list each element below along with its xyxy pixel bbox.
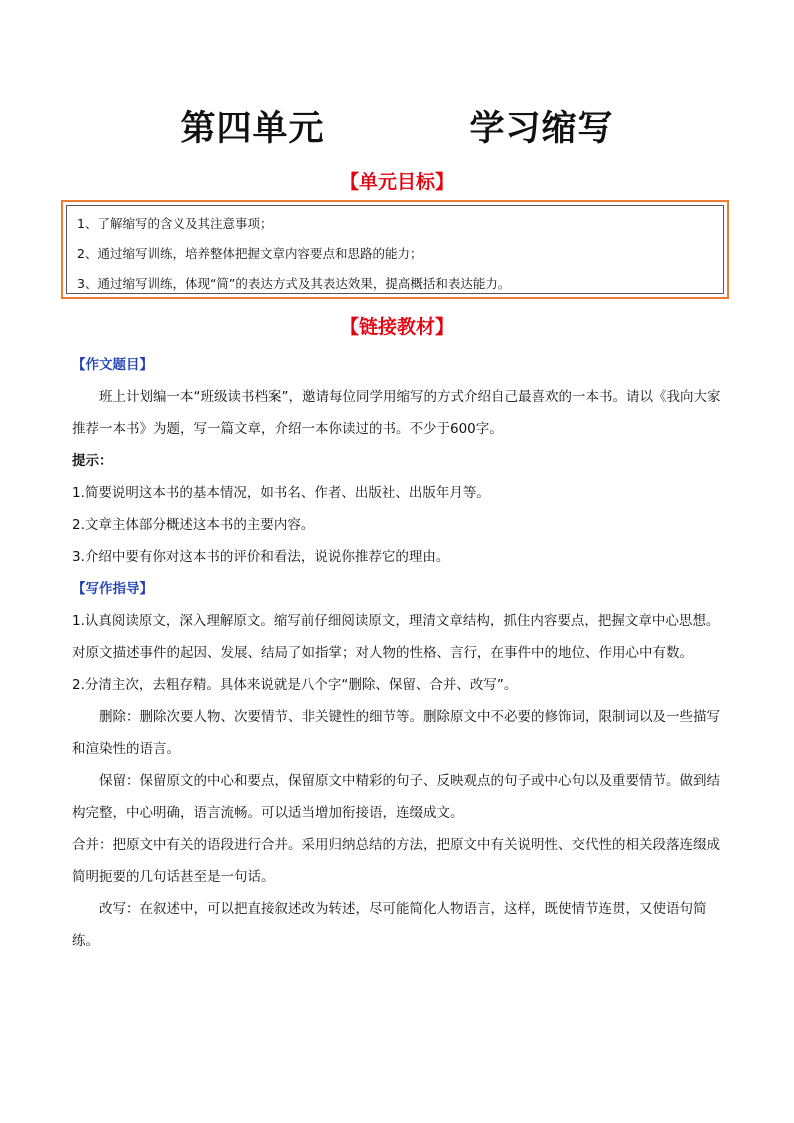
unit-goals-list <box>66 205 724 294</box>
essay-topic-text: 班上计划编一本“班级读书档案”，邀请每位同学用缩写的方式介绍自己最喜欢的一本书。请以《我向大家推荐一本书》为题，写一篇文章，介绍一本你读过的书。不少于600字。 <box>72 389 721 437</box>
page-title: 第四单元 学习缩写 <box>180 109 614 149</box>
writing-guide-label: 【写作指导】 <box>72 581 153 597</box>
unit-goals-box <box>61 200 729 299</box>
guide-paragraph-2: 2.分清主次，去粗存精。具体来说就是八个字“删除、保留、合并、改写”。 <box>72 677 518 693</box>
hint-item: 2.文章主体部分概述这本书的主要内容。 <box>72 517 315 533</box>
unit-goal-item: 3、通过缩写训练，体现“简”的表达方式及其表达效果，提高概括和表达能力。 <box>77 276 511 291</box>
hint-item: 3.介绍中要有你对这本书的评价和看法，说说你推荐它的理由。 <box>72 549 450 565</box>
guide-delete: 删除：删除次要人物、次要情节、非关键性的细节等。删除原文中不必要的修饰词，限制词以及一些描写和渲染性的语言。 <box>72 709 720 757</box>
hints-label: 提示： <box>72 453 113 469</box>
guide-keep: 保留：保留原文的中心和要点，保留原文中精彩的句子、反映观点的句子或中心句以及重要情节。做到结构完整，中心明确，语言流畅。可以适当增加衔接语，连缀成文。 <box>72 773 720 821</box>
unit-goals-heading: 【单元目标】 <box>339 171 454 193</box>
guide-merge: 合并：把原文中有关的语段进行合并。采用归纳总结的方法，把原文中有关说明性、交代性的相关段落连缀成简明扼要的几句话甚至是一句话。 <box>72 837 720 885</box>
essay-topic-label: 【作文题目】 <box>72 357 153 373</box>
linked-material-heading: 【链接教材】 <box>339 316 454 338</box>
unit-goal-item: 2、通过缩写训练，培养整体把握文章内容要点和思路的能力； <box>77 246 423 261</box>
hint-item: 1.简要说明这本书的基本情况，如书名、作者、出版社、出版年月等。 <box>72 485 490 501</box>
unit-goal-item: 1、了解缩写的含义及其注意事项； <box>77 216 273 231</box>
content-body <box>72 349 724 957</box>
guide-rewrite: 改写：在叙述中，可以把直接叙述改为转述，尽可能简化人物语言，这样，既使情节连贯，又使语句简练。 <box>72 901 707 949</box>
guide-paragraph-1: 1.认真阅读原文，深入理解原文。缩写前仔细阅读原文，理清文章结构，抓住内容要点，把握文章中心思想。对原文描述事件的起因、发展、结局了如指掌；对人物的性格、言行，在事件中的地位、作用心中有数。 <box>72 613 720 661</box>
